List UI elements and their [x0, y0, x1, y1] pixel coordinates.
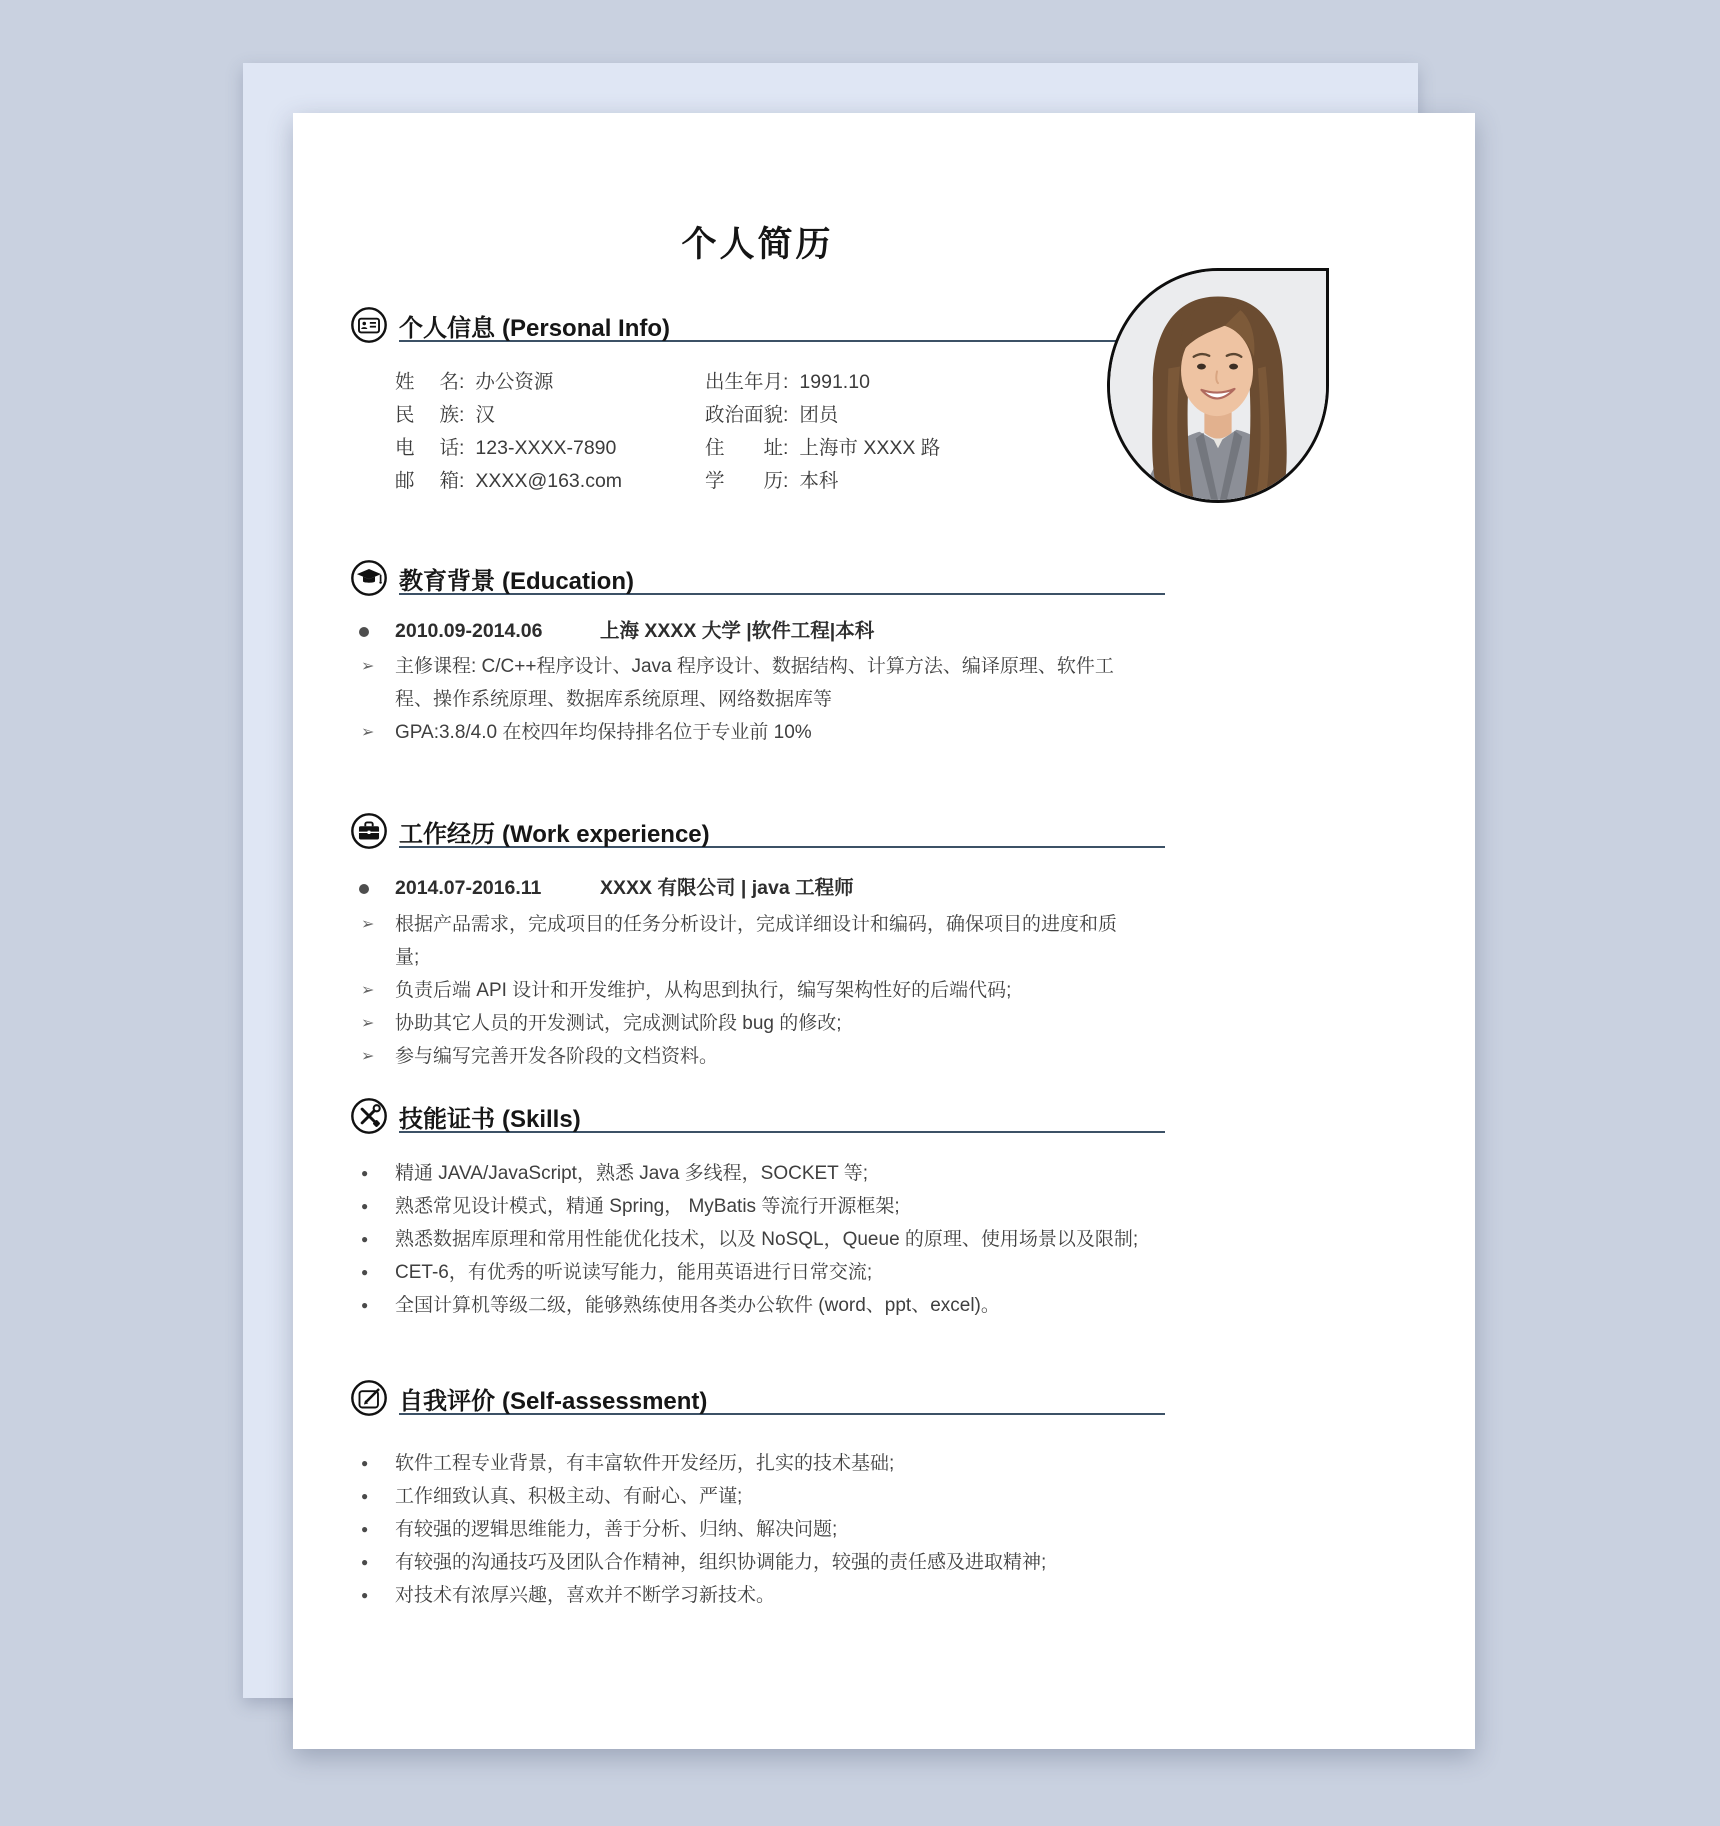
bullet-text: 有较强的沟通技巧及团队合作精神，组织协调能力，较强的责任感及进取精神;: [395, 1552, 1047, 1573]
bullet-text: 负责后端 API 设计和开发维护，从构思到执行，编写架构性好的后端代码;: [395, 980, 1012, 1001]
section-title: [399, 308, 670, 343]
dot-marker-icon: ●: [361, 1588, 369, 1602]
field-ethnicity: 民族: 汉: [395, 399, 622, 432]
field-name: 姓名: 办公资源: [395, 366, 622, 399]
section-title-zh: 个人信息: [399, 314, 495, 342]
bullet-text: 协助其它人员的开发测试，完成测试阶段 bug 的修改;: [395, 1013, 842, 1034]
section-personal-info: [350, 306, 1165, 342]
field-degree: 学历: 本科: [705, 465, 940, 498]
list-item: [359, 1190, 1141, 1223]
field-value: XXXX@163.com: [475, 470, 623, 492]
section-title-zh: 自我评价: [399, 1387, 495, 1415]
section-title: [399, 561, 634, 596]
education-school: 上海 XXXX 大学 |软件工程|本科: [600, 620, 875, 642]
education-bullet-list: [359, 650, 1141, 749]
field-value: 办公资源: [475, 371, 554, 393]
section-title-en: (Skills): [502, 1105, 581, 1133]
section-title: [399, 1381, 707, 1416]
section-header: [350, 812, 1165, 850]
section-title-zh: 教育背景: [399, 567, 495, 595]
list-item: [359, 1157, 1141, 1190]
arrow-marker-icon: ➢: [361, 658, 375, 675]
dot-marker-icon: ●: [361, 1265, 369, 1279]
section-title-en: (Self-assessment): [502, 1387, 708, 1415]
list-item: [359, 1546, 1141, 1579]
section-header: [350, 306, 1165, 344]
section-header: [350, 1097, 1165, 1135]
field-value: 1991.10: [799, 371, 870, 393]
list-item: [359, 974, 1141, 1007]
bullet-text: GPA:3.8/4.0 在校四年均保持排名位于专业前 10%: [395, 722, 812, 743]
bullet-text: CET-6，有优秀的听说读写能力，能用英语进行日常交流;: [395, 1262, 873, 1283]
dot-marker-icon: ●: [361, 1232, 369, 1246]
list-item: [359, 1480, 1141, 1513]
briefcase-icon: [350, 812, 388, 850]
bullet-text: 熟悉常见设计模式，精通 Spring， MyBatis 等流行开源框架;: [395, 1196, 900, 1217]
field-value: 上海市 XXXX 路: [799, 437, 941, 459]
section-title: [399, 1099, 581, 1134]
list-item: [359, 1513, 1141, 1546]
bullet-dot-icon: [359, 627, 369, 637]
bullet-text: 对技术有浓厚兴趣，喜欢并不断学习新技术。: [395, 1585, 776, 1606]
dot-marker-icon: ●: [361, 1199, 369, 1213]
bullet-dot-icon: [359, 884, 369, 894]
field-label: 民族: [395, 404, 459, 426]
work-entry: [359, 872, 854, 905]
pen-square-icon: [350, 1379, 388, 1417]
list-item: [359, 1223, 1141, 1256]
section-header: [350, 559, 1165, 597]
bullet-text: 参与编写完善开发各阶段的文档资料。: [395, 1046, 719, 1067]
section-title-zh: 工作经历: [399, 820, 495, 848]
bullet-text: 全国计算机等级二级，能够熟练使用各类办公软件 (word、ppt、excel)。: [395, 1295, 1000, 1316]
bullet-text: 精通 JAVA/JavaScript，熟悉 Java 多线程，SOCKET 等;: [395, 1163, 868, 1184]
list-item: [359, 908, 1141, 974]
work-company: XXXX 有限公司 | java 工程师: [600, 877, 854, 899]
field-label: 电话: [395, 437, 459, 459]
list-item: [359, 1289, 1141, 1322]
personal-fields-left: [395, 366, 622, 498]
field-label: 出生年月: [705, 371, 784, 393]
list-item: [359, 716, 1141, 749]
field-label: 住址: [705, 437, 783, 459]
field-birth: 出生年月: 1991.10: [705, 366, 940, 399]
list-item: [359, 1007, 1141, 1040]
id-card-icon: [350, 306, 388, 344]
profile-photo: [1107, 268, 1329, 503]
field-label: 政治面貌: [705, 404, 784, 426]
dot-marker-icon: ●: [361, 1555, 369, 1569]
bullet-text: 根据产品需求，完成项目的任务分析设计，完成详细设计和编码，确保项目的进度和质量;: [395, 914, 1118, 968]
skills-bullet-list: [359, 1157, 1141, 1322]
bullet-text: 软件工程专业背景，有丰富软件开发经历，扎实的技术基础;: [395, 1453, 895, 1474]
section-self-assessment: [350, 1379, 1165, 1415]
section-skills: [350, 1097, 1165, 1133]
section-title: [399, 814, 710, 849]
dot-marker-icon: ●: [361, 1166, 369, 1180]
dot-marker-icon: ●: [361, 1298, 369, 1312]
field-value: 123-XXXX-7890: [475, 437, 617, 459]
section-header: [350, 1379, 1165, 1417]
field-email: 邮箱: XXXX@163.com: [395, 465, 622, 498]
list-item: [359, 1040, 1141, 1073]
work-period: 2014.07-2016.11: [395, 877, 542, 899]
list-item: [359, 650, 1141, 716]
list-item: [359, 1447, 1141, 1480]
field-phone: 电话: 123-XXXX-7890: [395, 432, 622, 465]
bullet-text: 工作细致认真、积极主动、有耐心、严谨;: [395, 1486, 743, 1507]
list-item: [359, 1579, 1141, 1612]
field-label: 学历: [705, 470, 783, 492]
page-title: 个人简历: [681, 225, 834, 264]
section-title-en: (Education): [502, 567, 634, 595]
section-title-en: (Personal Info): [502, 314, 671, 342]
bullet-text: 有较强的逻辑思维能力，善于分析、归纳、解决问题;: [395, 1519, 838, 1540]
section-education: [350, 559, 1165, 595]
arrow-marker-icon: ➢: [361, 1048, 375, 1065]
field-value: 本科: [799, 470, 839, 492]
arrow-marker-icon: ➢: [361, 916, 375, 933]
field-value: 团员: [799, 404, 839, 426]
graduation-cap-icon: [350, 559, 388, 597]
bullet-text: 主修课程: C/C++程序设计、Java 程序设计、数据结构、计算方法、编译原理、软件工程、操作系统原理、数据库系统原理、网络数据库等: [395, 656, 1114, 710]
dot-marker-icon: ●: [361, 1522, 369, 1536]
field-address: 住址: 上海市 XXXX 路: [705, 432, 940, 465]
resume-page: [293, 113, 1475, 1749]
section-title-en: (Work experience): [502, 820, 710, 848]
assessment-bullet-list: [359, 1447, 1141, 1612]
arrow-marker-icon: ➢: [361, 724, 375, 741]
field-political-status: 政治面貌: 团员: [705, 399, 940, 432]
dot-marker-icon: ●: [361, 1489, 369, 1503]
section-title-zh: 技能证书: [399, 1105, 495, 1133]
field-label: 邮箱: [395, 470, 459, 492]
arrow-marker-icon: ➢: [361, 1015, 375, 1032]
tools-icon: [350, 1097, 388, 1135]
dot-marker-icon: ●: [361, 1456, 369, 1470]
education-period: 2010.09-2014.06: [395, 620, 543, 642]
work-bullet-list: [359, 908, 1141, 1073]
arrow-marker-icon: ➢: [361, 982, 375, 999]
field-value: 汉: [475, 404, 495, 426]
bullet-text: 熟悉数据库原理和常用性能优化技术，以及 NoSQL，Queue 的原理、使用场景以及限制;: [395, 1229, 1139, 1250]
personal-fields-right: [705, 366, 940, 498]
field-label: 姓名: [395, 371, 459, 393]
list-item: [359, 1256, 1141, 1289]
section-work-experience: [350, 812, 1165, 848]
education-entry: [359, 615, 874, 648]
